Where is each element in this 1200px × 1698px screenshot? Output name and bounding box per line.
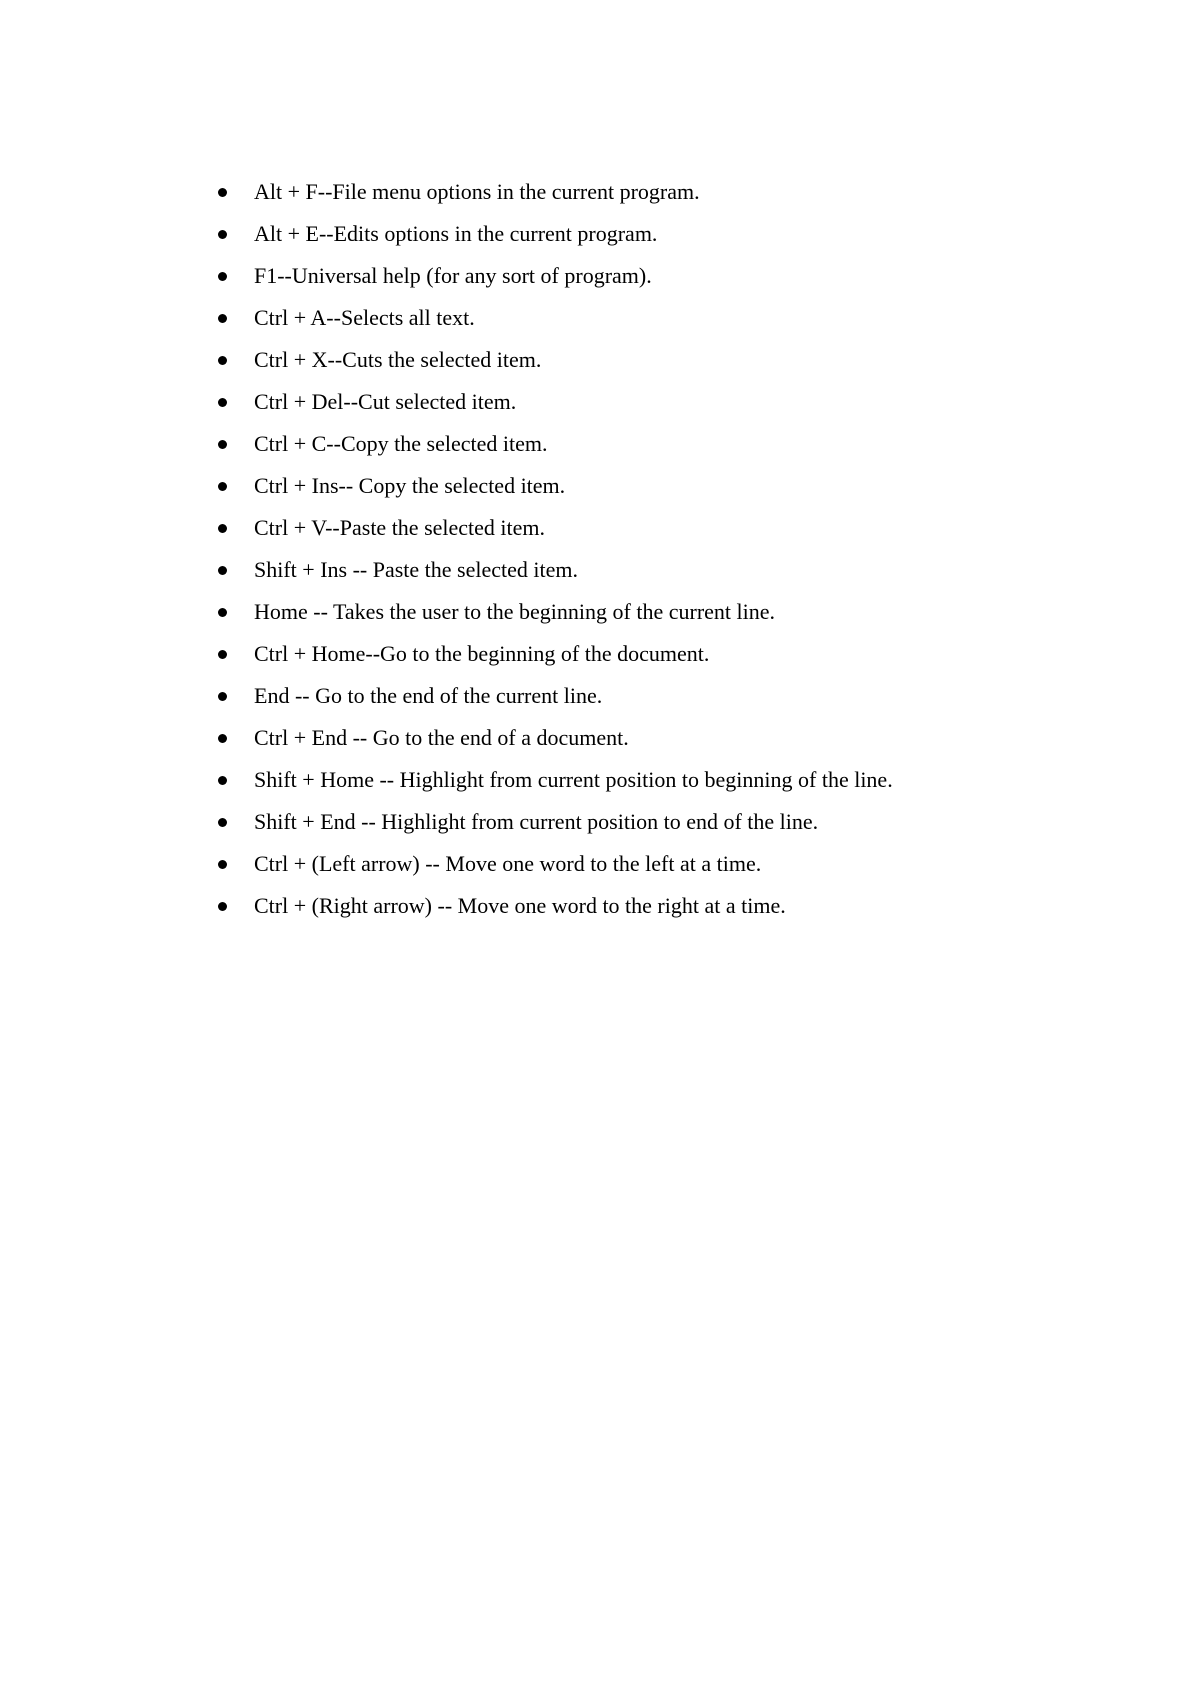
- list-item: [214, 171, 1114, 213]
- list-item-text: Ctrl + X--Cuts the selected item.: [254, 347, 542, 372]
- list-item-text: Shift + Ins -- Paste the selected item.: [254, 557, 578, 582]
- bullet-icon: [218, 272, 227, 281]
- bullet-icon: [218, 314, 227, 323]
- list-item: [214, 591, 1114, 633]
- bullet-icon: [218, 482, 227, 491]
- list-item-text: F1--Universal help (for any sort of program).: [254, 263, 652, 288]
- list-item: [214, 549, 1114, 591]
- list-item-text: Alt + E--Edits options in the current program.: [254, 221, 658, 246]
- list-item: [214, 759, 1114, 801]
- list-item-text: Alt + F--File menu options in the current program.: [254, 179, 700, 204]
- list-item: [214, 213, 1114, 255]
- bullet-icon: [218, 566, 227, 575]
- bullet-icon: [218, 692, 227, 701]
- bullet-icon: [218, 188, 227, 197]
- bullet-icon: [218, 398, 227, 407]
- bullet-icon: [218, 440, 227, 449]
- list-item: [214, 717, 1114, 759]
- list-item: [214, 633, 1114, 675]
- list-item: [214, 507, 1114, 549]
- bullet-icon: [218, 734, 227, 743]
- list-item-text: Shift + Home -- Highlight from current position to beginning of the line.: [254, 767, 893, 792]
- list-item-text: Home -- Takes the user to the beginning of the current line.: [254, 599, 776, 624]
- list-item: [214, 465, 1114, 507]
- bullet-icon: [218, 818, 227, 827]
- list-item-text: Ctrl + V--Paste the selected item.: [254, 515, 546, 540]
- list-item-text: Shift + End -- Highlight from current position to end of the line.: [254, 809, 819, 834]
- bullet-icon: [218, 524, 227, 533]
- list-item-text: Ctrl + End -- Go to the end of a document.: [254, 725, 629, 750]
- bullet-icon: [218, 776, 227, 785]
- list-item-text: Ctrl + Ins-- Copy the selected item.: [254, 473, 566, 498]
- list-item-text: Ctrl + C--Copy the selected item.: [254, 431, 548, 456]
- list-item-text: Ctrl + (Right arrow) -- Move one word to the right at a time.: [254, 893, 786, 918]
- list-item: [214, 339, 1114, 381]
- bullet-icon: [218, 608, 227, 617]
- shortcut-list: [214, 171, 1114, 927]
- list-item: [214, 255, 1114, 297]
- list-item-text: Ctrl + (Left arrow) -- Move one word to the left at a time.: [254, 851, 762, 876]
- list-item: [214, 801, 1114, 843]
- list-item-text: Ctrl + A--Selects all text.: [254, 305, 475, 330]
- bullet-icon: [218, 230, 227, 239]
- list-item-text: End -- Go to the end of the current line.: [254, 683, 603, 708]
- bullet-icon: [218, 356, 227, 365]
- list-item: [214, 843, 1114, 885]
- bullet-icon: [218, 860, 227, 869]
- bullet-icon: [218, 902, 227, 911]
- list-item-text: Ctrl + Home--Go to the beginning of the document.: [254, 641, 710, 666]
- list-item: [214, 381, 1114, 423]
- list-item: [214, 297, 1114, 339]
- bullet-icon: [218, 650, 227, 659]
- list-item-text: Ctrl + Del--Cut selected item.: [254, 389, 517, 414]
- list-item: [214, 885, 1114, 927]
- list-item: [214, 423, 1114, 465]
- list-item: [214, 675, 1114, 717]
